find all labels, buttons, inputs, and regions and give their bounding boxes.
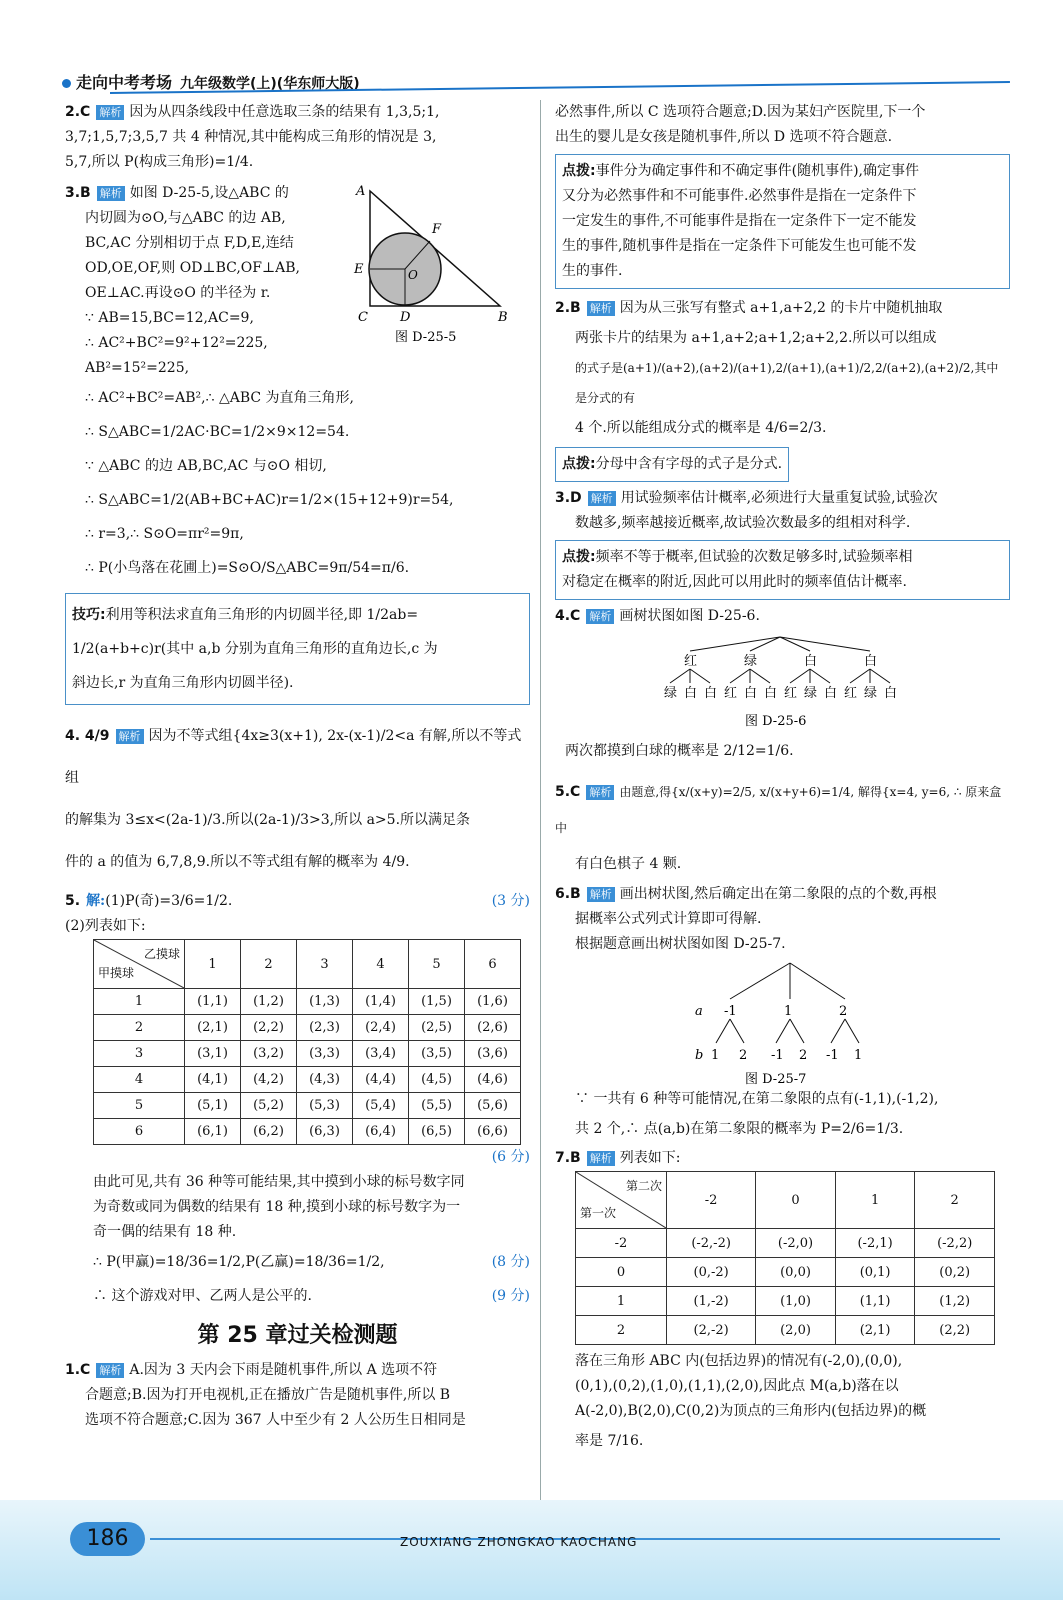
text-line: 两张卡片的结果为 a+1,a+2;a+1,2;a+2,2.所以可以组成 — [575, 330, 937, 346]
text-line: 必然事件,所以 C 选项符合题意;D.因为某妇产医院里,下一个 — [555, 104, 926, 120]
chapter-title: 第 25 章过关检测题 — [197, 1323, 398, 1348]
table-cell: (-2,-2) — [667, 1229, 756, 1258]
table-cell: (-2,1) — [835, 1229, 915, 1258]
text-line: ∵ △ABC 的边 AB,BC,AC 与⊙O 相切, — [85, 458, 327, 474]
text-line: AB²=15²=225, — [85, 360, 190, 376]
table-cell: (4,1) — [185, 1067, 241, 1093]
tree-leaf: 绿 — [664, 686, 678, 701]
table-cell: (6,1) — [185, 1119, 241, 1145]
label-C: C — [358, 310, 368, 325]
label-O: O — [408, 268, 418, 282]
table-cell: (1,3) — [297, 989, 353, 1015]
text-line: ∴ P(小鸟落在花圃上)=S⊙O/S△ABC=9π/54=π/6. — [85, 560, 410, 576]
tree-leaf: 白 — [744, 686, 758, 701]
text-line: ∴ r=3,∴ S⊙O=πr²=9π, — [85, 526, 244, 542]
answer-number: 4. 4/9 — [65, 728, 110, 744]
table-cell: (4,2) — [241, 1067, 297, 1093]
tree-leaf: 白 — [764, 686, 778, 701]
text-line: OE⊥AC.再设⊙O 的半径为 r. — [85, 285, 271, 301]
table-cell: (2,2) — [915, 1316, 995, 1345]
figure-caption: 图 D-25-6 — [745, 714, 807, 729]
label-E: E — [354, 262, 364, 277]
table-row — [576, 1316, 995, 1345]
analysis-tag: 解析 — [588, 491, 616, 506]
analysis-tag: 解析 — [587, 1151, 615, 1166]
tree-leaf: 绿 — [864, 686, 878, 701]
label-b: b — [695, 1048, 704, 1063]
figure-caption: 图 D-25-5 — [395, 330, 457, 345]
column-header: 2 — [915, 1172, 995, 1229]
analysis-tag: 解析 — [97, 186, 125, 201]
table-cell: (3,2) — [241, 1041, 297, 1067]
text-line: 据概率公式列式计算即可得解. — [575, 911, 762, 927]
answer-5b — [555, 774, 1010, 882]
tree-leaf: -1 — [771, 1048, 784, 1063]
table-row — [576, 1287, 995, 1316]
table-cell: (2,3) — [297, 1015, 353, 1041]
tree-node: 1 — [784, 1004, 793, 1019]
analysis-tag: 解析 — [96, 105, 124, 120]
text-line: ∴ AC²+BC²=AB²,∴ △ABC 为直角三角形, — [85, 390, 354, 406]
corner-top: 第二次 — [625, 1179, 662, 1193]
text-line: 列表如下: — [619, 1150, 681, 1166]
text-line: 生的事件. — [562, 263, 623, 279]
tree-leaf: 白 — [824, 686, 838, 701]
analysis-tag: 解析 — [586, 609, 614, 624]
analysis-tag: 解析 — [116, 729, 144, 744]
table-cell: (0,-2) — [667, 1258, 756, 1287]
table-row — [94, 1067, 521, 1093]
text-line: 斜边长,r 为直角三角形内切圆半径). — [72, 675, 294, 691]
table-cell: (5,3) — [297, 1093, 353, 1119]
table-row — [576, 1258, 995, 1287]
tree-d-25-6 — [555, 629, 1010, 739]
table-corner — [576, 1172, 667, 1229]
answer-4b — [555, 604, 1010, 764]
table-cell: (1,6) — [465, 989, 521, 1015]
outcome-table-2 — [575, 1171, 995, 1345]
figure-d-25-5 — [350, 181, 520, 346]
tree-leaf: 白 — [884, 686, 898, 701]
table-cell: (1,4) — [353, 989, 409, 1015]
column-header: 6 — [465, 940, 521, 989]
text-line: 两次都摸到白球的概率是 2/12=1/6. — [565, 743, 794, 759]
table-cell: (0,1) — [835, 1258, 915, 1287]
answer-number: 2.B — [555, 300, 581, 316]
table-row — [94, 1015, 521, 1041]
tree-leaf: 绿 — [804, 686, 818, 701]
text-line: 出生的婴儿是女孩是随机事件,所以 D 选项不符合题意. — [555, 129, 893, 145]
text-line: ∴ P(甲赢)=18/36=1/2,P(乙赢)=18/36=1/2, — [93, 1254, 385, 1270]
left-column — [65, 100, 530, 1433]
text-line: 5,7,所以 P(构成三角形)=1/4. — [65, 154, 254, 170]
text-line: 根据题意画出树状图如图 D-25-7. — [575, 936, 786, 952]
table-row — [94, 989, 521, 1015]
text-line: 落在三角形 ABC 内(包括边界)的情况有(-2,0),(0,0), — [575, 1353, 903, 1369]
tree-leaf: 红 — [844, 686, 858, 701]
footer-text: ZOUXIANG ZHONGKAO KAOCHANG — [400, 1535, 638, 1549]
text-line: 用试验频率估计概率,必须进行大量重复试验,试验次 — [620, 490, 938, 506]
tree-node: 白 — [804, 654, 818, 669]
text-line: 频率不等于概率,但试验的次数足够多时,试验频率相 — [595, 549, 913, 565]
table-cell: (5,2) — [241, 1093, 297, 1119]
text-line: 共 2 个,∴ 点(a,b)在第二象限的概率为 P=2/6=1/3. — [575, 1121, 904, 1137]
table-cell: (3,6) — [465, 1041, 521, 1067]
text-line: ∴ S△ABC=1/2AC·BC=1/2×9×12=54. — [85, 424, 350, 440]
table-cell: (3,5) — [409, 1041, 465, 1067]
tree-node: 红 — [684, 654, 698, 669]
text-line: BC,AC 分别相切于点 F,D,E,连结 — [85, 235, 294, 251]
table-cell: 2 — [576, 1316, 667, 1345]
table-cell: (4,6) — [465, 1067, 521, 1093]
answer-number: 6.B — [555, 886, 581, 902]
text-line: ∴ AC²+BC²=9²+12²=225, — [85, 335, 268, 351]
table-cell: (3,3) — [297, 1041, 353, 1067]
table-cell: (6,5) — [409, 1119, 465, 1145]
table-cell: (1,-2) — [667, 1287, 756, 1316]
table-cell: (2,0) — [756, 1316, 836, 1345]
text-line: 如图 D-25-5,设△ABC 的 — [129, 185, 289, 201]
table-cell: 1 — [94, 989, 185, 1015]
table-cell: 3 — [94, 1041, 185, 1067]
score-mark: (8 分) — [491, 1254, 530, 1270]
tree-leaf: 2 — [739, 1048, 748, 1063]
label-a: a — [695, 1004, 703, 1019]
text-line: 利用等积法求直角三角形的内切圆半径,即 1/2ab= — [105, 607, 419, 623]
text-line: 又分为必然事件和不可能事件.必然事件是指在一定条件下 — [562, 188, 917, 204]
table-cell: (-2,2) — [915, 1229, 995, 1258]
solution-tag: 解: — [86, 893, 106, 909]
table-cell: 6 — [94, 1119, 185, 1145]
page-header — [62, 70, 360, 97]
table-cell: (1,0) — [756, 1287, 836, 1316]
table-cell: (1,2) — [915, 1287, 995, 1316]
answer-number: 3.D — [555, 490, 582, 506]
column-header: 2 — [241, 940, 297, 989]
text-line: 的解集为 3≤x<(2a-1)/3.所以(2a-1)/3>3,所以 a>5.所以满足条 — [65, 812, 471, 828]
corner-bottom: 第一次 — [580, 1206, 617, 1220]
text-line: 数越多,频率越接近概率,故试验次数最多的组相对科学. — [575, 515, 911, 531]
text-line: 1/2(a+b+c)r(其中 a,b 分别为直角三角形的直角边长,c 为 — [72, 641, 438, 657]
column-header: 1 — [835, 1172, 915, 1229]
table-cell: (1,5) — [409, 989, 465, 1015]
table-cell: (4,4) — [353, 1067, 409, 1093]
answer-1 — [65, 1358, 530, 1433]
table-row — [94, 1119, 521, 1145]
tree-leaf: 2 — [799, 1048, 808, 1063]
label-A: A — [356, 184, 366, 199]
table-cell: (3,1) — [185, 1041, 241, 1067]
text-line: 奇一偶的结果有 18 种. — [93, 1224, 237, 1240]
table-cell: (1,1) — [835, 1287, 915, 1316]
table-cell: (2,4) — [353, 1015, 409, 1041]
analysis-tag: 解析 — [587, 887, 615, 902]
answer-number: 2.C — [65, 104, 91, 120]
label-B: B — [498, 310, 508, 325]
answer-number: 7.B — [555, 1150, 581, 1166]
table-cell: (1,1) — [185, 989, 241, 1015]
tree-node: -1 — [724, 1004, 737, 1019]
tree-leaf: 白 — [684, 686, 698, 701]
answer-number: 5. — [65, 893, 81, 909]
table-cell: (-2,0) — [756, 1229, 836, 1258]
tip-label: 技巧: — [72, 607, 106, 623]
answer-4 — [65, 715, 530, 883]
tip-box — [555, 447, 789, 482]
corner-bottom: 甲摸球 — [98, 966, 135, 980]
table-cell: 5 — [94, 1093, 185, 1119]
table-row — [94, 1093, 521, 1119]
score-mark: (9 分) — [491, 1288, 530, 1304]
table-cell: (6,4) — [353, 1119, 409, 1145]
column-header: -2 — [667, 1172, 756, 1229]
header-subtitle: 九年级数学(上)(华东师大版) — [180, 76, 360, 92]
answer-number: 4.C — [555, 608, 581, 624]
text-line: 生的事件,随机事件是指在一定条件下可能发生也可能不发 — [562, 238, 917, 254]
text-line: 由此可见,共有 36 种等可能结果,其中摸到小球的标号数字同 — [93, 1174, 465, 1190]
answer-3 — [65, 181, 530, 585]
text-line: 画出树状图,然后确定出在第二象限的点的个数,再根 — [619, 886, 937, 902]
text-line: 因为从三张写有整式 a+1,a+2,2 的卡片中随机抽取 — [619, 300, 943, 316]
text-line: 因为不等式组{4x≥3(x+1), 2x-(x-1)/2<a 有解,所以不等式组 — [65, 728, 522, 786]
text-line: A.因为 3 天内会下雨是随机事件,所以 A 选项不符 — [129, 1362, 438, 1378]
table-cell: (6,2) — [241, 1119, 297, 1145]
column-header: 4 — [353, 940, 409, 989]
tree-leaf: 1 — [711, 1048, 720, 1063]
score-mark: (3 分) — [491, 893, 530, 909]
tree-leaf: -1 — [826, 1048, 839, 1063]
figure-caption: 图 D-25-7 — [745, 1072, 807, 1087]
tip-box — [555, 540, 1010, 600]
tree-node: 2 — [839, 1004, 848, 1019]
outcome-table-1 — [93, 939, 521, 1145]
answer-number: 3.B — [65, 185, 91, 201]
label-D: D — [400, 310, 411, 325]
tree-leaf: 红 — [724, 686, 738, 701]
text-line: 为奇数或同为偶数的结果有 18 种,摸到小球的标号数字为一 — [93, 1199, 461, 1215]
tree-leaf: 1 — [854, 1048, 863, 1063]
column-header: 3 — [297, 940, 353, 989]
table-cell: (2,5) — [409, 1015, 465, 1041]
score-mark: (6 分) — [491, 1149, 530, 1165]
answer-number: 5.C — [555, 784, 581, 800]
column-header: 0 — [756, 1172, 836, 1229]
label-F: F — [432, 222, 442, 237]
table-cell: (1,2) — [241, 989, 297, 1015]
text-line: ∵ 一共有 6 种等可能情况,在第二象限的点有(-1,1),(-1,2), — [575, 1091, 939, 1107]
column-header: 5 — [409, 940, 465, 989]
answer-number: 1.C — [65, 1362, 91, 1378]
table-cell: (4,3) — [297, 1067, 353, 1093]
tip-box — [65, 593, 530, 705]
answer-5 — [65, 889, 530, 1313]
answer-3b — [555, 486, 1010, 536]
table-cell: 0 — [576, 1258, 667, 1287]
answer-6b — [555, 882, 1010, 1146]
text-line: 合题意;B.因为打开电视机,正在播放广告是随机事件,所以 B — [85, 1387, 451, 1403]
tip-label: 点拨: — [562, 549, 596, 565]
table-cell: (6,6) — [465, 1119, 521, 1145]
text-line: (2)列表如下: — [65, 918, 146, 934]
table-cell: (0,0) — [756, 1258, 836, 1287]
analysis-tag: 解析 — [587, 301, 615, 316]
text-line: ∴ S△ABC=1/2(AB+BC+AC)r=1/2×(15+12+9)r=54, — [85, 492, 454, 508]
table-row — [576, 1229, 995, 1258]
text-line: ∵ AB=15,BC=12,AC=9, — [85, 310, 254, 326]
bullet-icon — [62, 79, 71, 88]
text-line: (0,1),(0,2),(1,0),(1,1),(2,0),因此点 M(a,b)落在以 — [575, 1378, 899, 1394]
analysis-tag: 解析 — [586, 785, 614, 800]
table-cell: (5,6) — [465, 1093, 521, 1119]
table-cell: (3,4) — [353, 1041, 409, 1067]
corner-top: 乙摸球 — [143, 947, 180, 961]
text-line: 对稳定在概率的附近,因此可以用此时的频率值估计概率. — [562, 574, 907, 590]
tree-node: 白 — [864, 654, 878, 669]
tree-node: 绿 — [744, 654, 758, 669]
text-line: 3,7;1,5,7;3,5,7 共 4 种情况,其中能构成三角形的情况是 3, — [65, 129, 437, 145]
text-line: 内切圆为⊙O,与△ABC 的边 AB, — [85, 210, 286, 226]
table-cell: (2,2) — [241, 1015, 297, 1041]
answer-2b — [555, 293, 1010, 443]
text-line: 4 个.所以能组成分式的概率是 4/6=2/3. — [575, 420, 827, 436]
analysis-tag: 解析 — [96, 1363, 124, 1378]
table-cell: 4 — [94, 1067, 185, 1093]
answer-2 — [65, 100, 530, 175]
tree-leaf: 红 — [784, 686, 798, 701]
column-header: 1 — [185, 940, 241, 989]
text-line: 率是 7/16. — [575, 1433, 644, 1449]
page-number: 186 — [70, 1522, 145, 1556]
table-cell: (2,6) — [465, 1015, 521, 1041]
table-cell: (2,1) — [185, 1015, 241, 1041]
text-line: 件的 a 的值为 6,7,8,9.所以不等式组有解的概率为 4/9. — [65, 854, 410, 870]
text-line: ∴ 这个游戏对甲、乙两人是公平的. — [93, 1288, 312, 1304]
text-line: 选项不符合题意;C.因为 367 人中至少有 2 人公历生日相同是 — [85, 1412, 466, 1428]
table-cell: (0,2) — [915, 1258, 995, 1287]
text-line: 由题意,得{x/(x+y)=2/5, x/(x+y+6)=1/4, 解得{x=4, y=6, ∴ 原来盒中 — [555, 785, 1002, 835]
table-cell: (2,1) — [835, 1316, 915, 1345]
header-title: 走向中考考场 — [76, 73, 173, 92]
table-cell: (4,5) — [409, 1067, 465, 1093]
tip-label: 点拨: — [562, 163, 596, 179]
text-line: 分母中含有字母的式子是分式. — [595, 456, 783, 472]
text-line: OD,OE,OF,则 OD⊥BC,OF⊥AB, — [85, 260, 300, 276]
table-row — [94, 1041, 521, 1067]
answer-7b — [555, 1146, 1010, 1458]
table-cell: 1 — [576, 1287, 667, 1316]
text-line: (1)P(奇)=3/6=1/2. — [105, 893, 233, 909]
table-cell: (5,4) — [353, 1093, 409, 1119]
text-line: 一定发生的事件,不可能事件是指在一定条件下一定不能发 — [562, 213, 917, 229]
text-line: 有白色棋子 4 颗. — [575, 856, 682, 872]
tree-d-25-7 — [555, 957, 1010, 1087]
table-cell: (6,3) — [297, 1119, 353, 1145]
text-line: 因为从四条线段中任意选取三条的结果有 1,3,5;1, — [129, 104, 440, 120]
right-column — [555, 100, 1010, 1458]
table-corner — [94, 940, 185, 989]
tree-leaf: 白 — [704, 686, 718, 701]
table-cell: -2 — [576, 1229, 667, 1258]
column-divider — [540, 100, 541, 1500]
tip-box — [555, 154, 1010, 289]
table-cell: (5,5) — [409, 1093, 465, 1119]
tip-label: 点拨: — [562, 456, 596, 472]
table-cell: (5,1) — [185, 1093, 241, 1119]
text-line: A(-2,0),B(2,0),C(0,2)为顶点的三角形内(包括边界)的概 — [575, 1403, 927, 1419]
table-cell: (2,-2) — [667, 1316, 756, 1345]
table-cell: 2 — [94, 1015, 185, 1041]
text-line: 的式子是(a+1)/(a+2),(a+2)/(a+1),2/(a+1),(a+1)/2,2/(a+2),(a+2)/2,其中是分式的有 — [575, 361, 999, 405]
text-line: 事件分为确定事件和不确定事件(随机事件),确定事件 — [595, 163, 919, 179]
text-line: 画树状图如图 D-25-6. — [619, 608, 760, 624]
